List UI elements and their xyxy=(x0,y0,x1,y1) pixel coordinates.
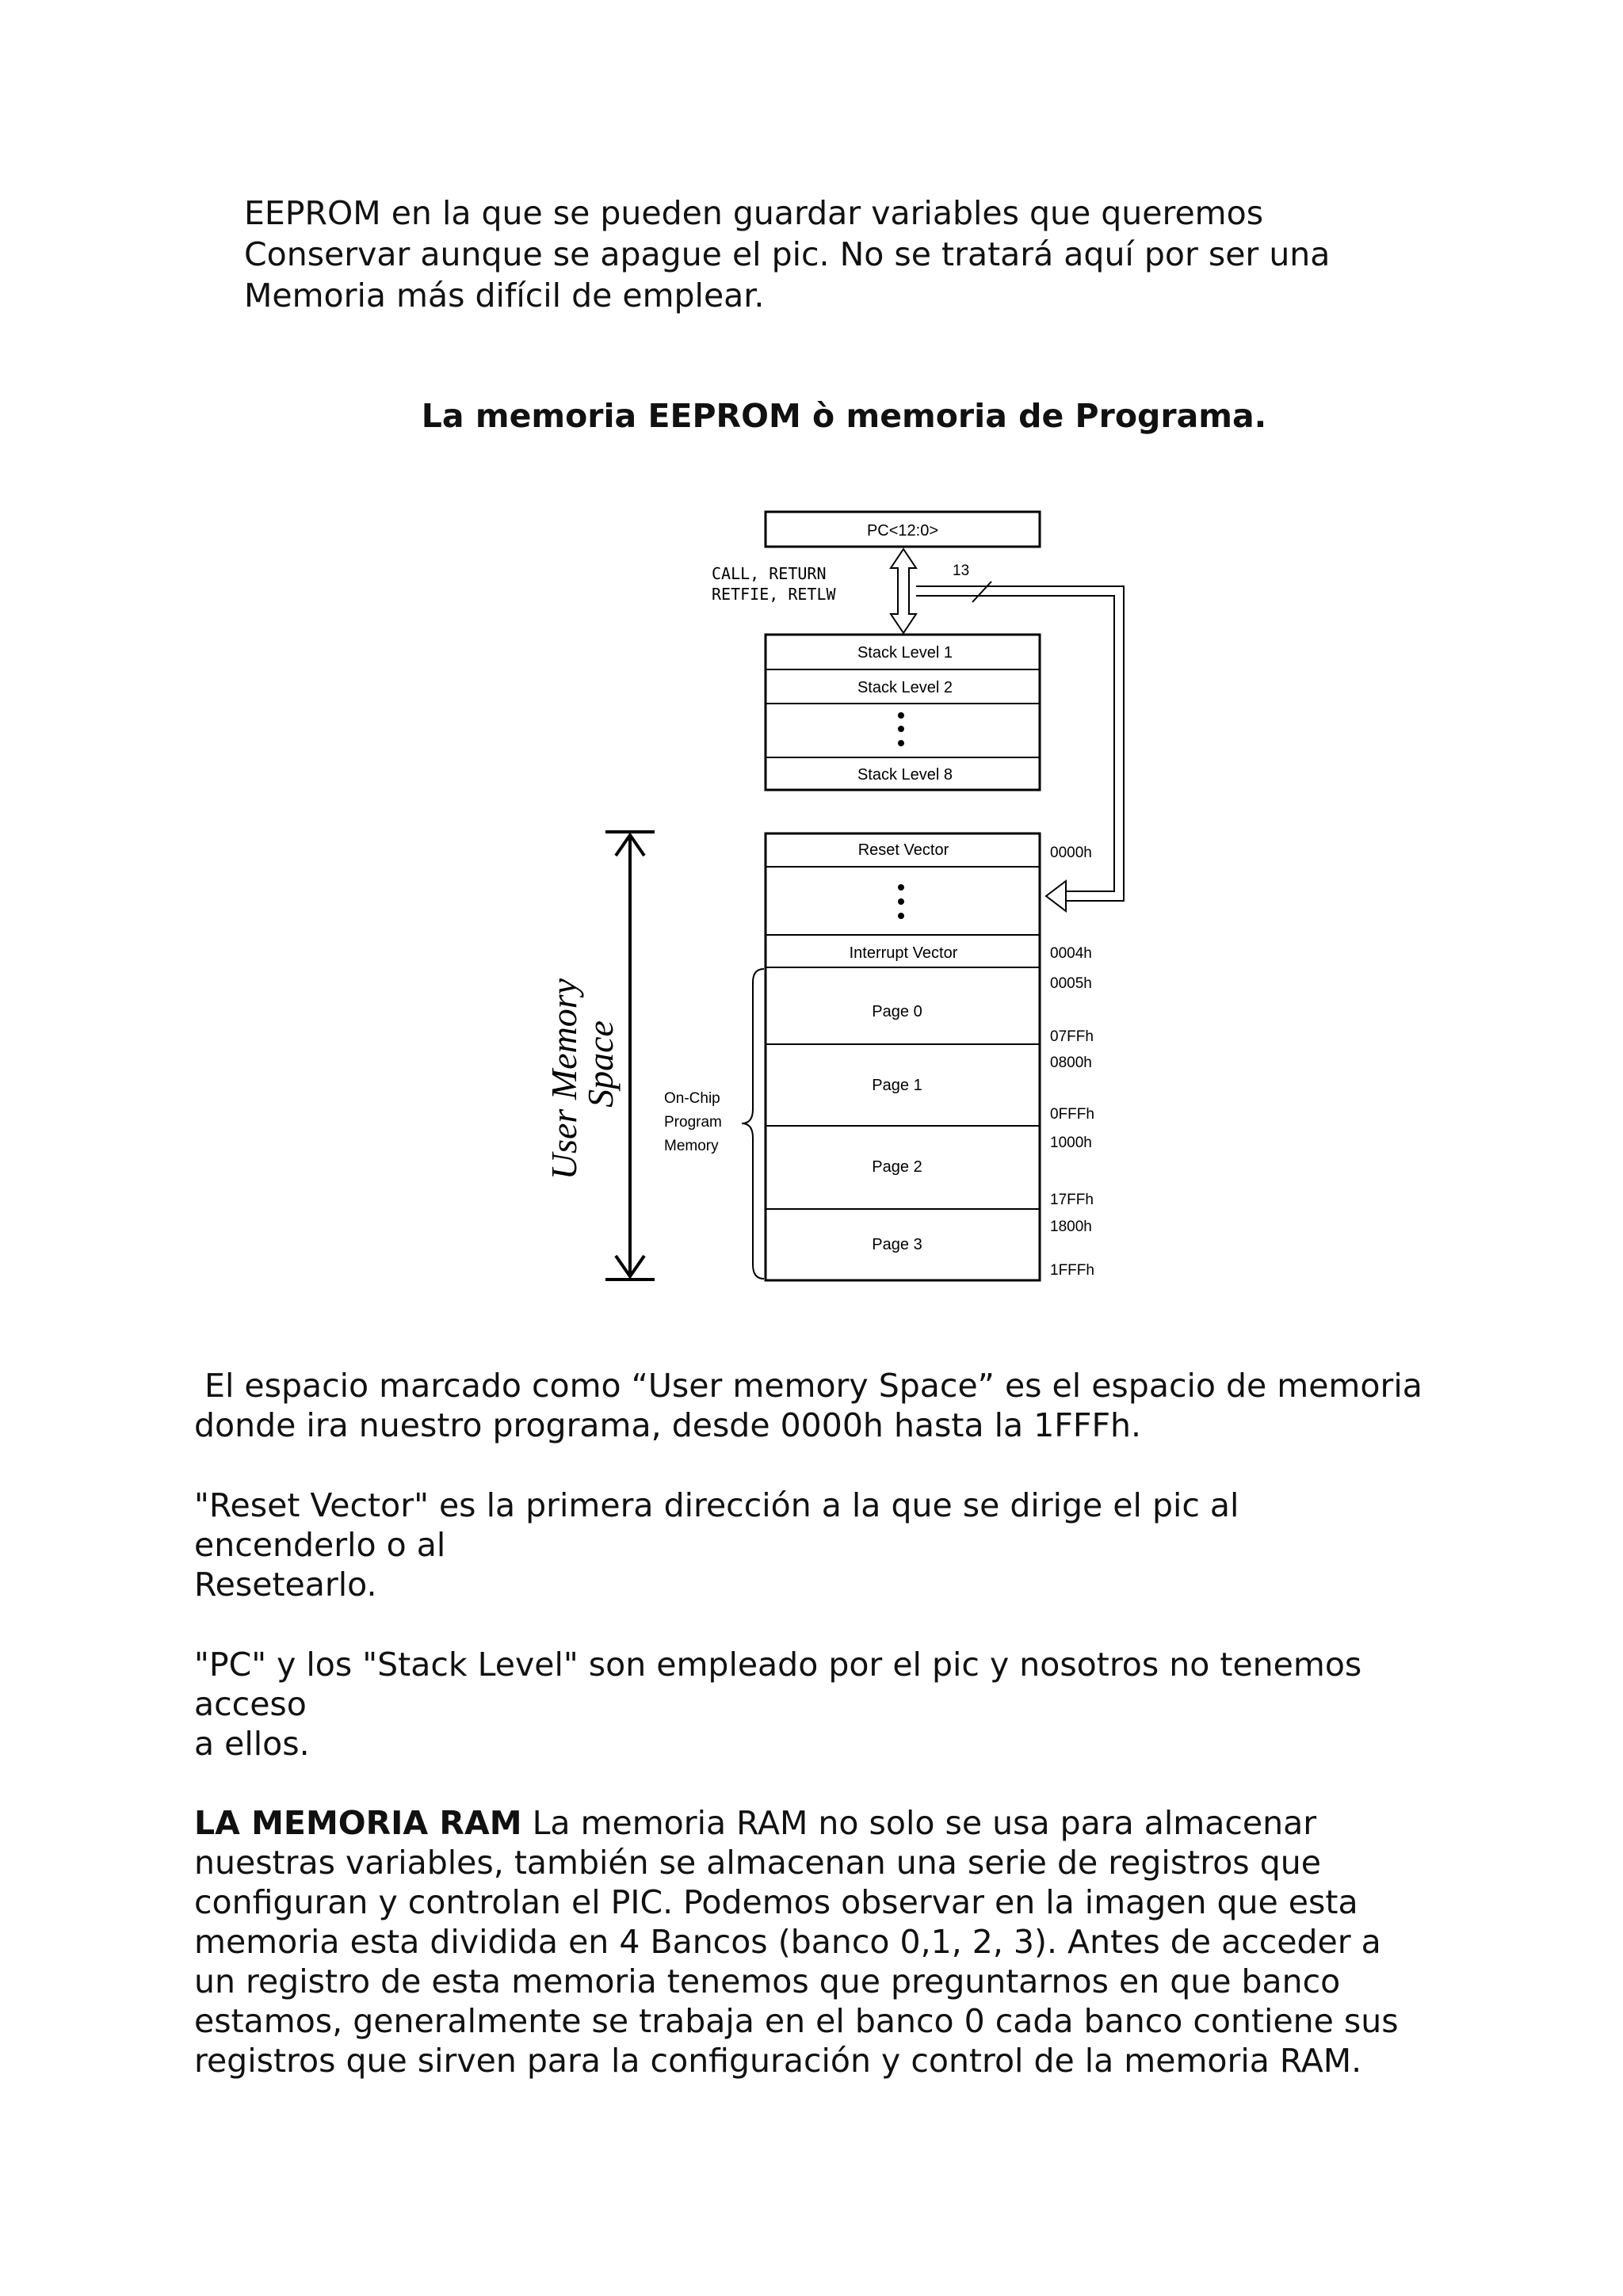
bus-slash xyxy=(972,582,991,602)
address-label: 1000h xyxy=(1050,1135,1092,1151)
call-return-label: CALL, RETURN xyxy=(712,564,827,583)
intro-line: Conservar aunque se apague el pic. No se tratará aquí por ser una xyxy=(244,235,1331,273)
onchip-brace xyxy=(742,969,764,1279)
memory-ellipsis-dot xyxy=(898,884,904,891)
paragraph-line: memoria esta dividida en 4 Bancos (banco 0,1, 2, 3). Antes de acceder a xyxy=(194,1923,1381,1961)
address-label: 1800h xyxy=(1050,1219,1092,1235)
address-label: 0000h xyxy=(1050,845,1092,861)
retfie-retlw-label: RETFIE, RETLW xyxy=(712,585,836,604)
memory-ellipsis-dot xyxy=(898,898,904,905)
ram-first-line-text: La memoria RAM no solo se usa para almacenar xyxy=(521,1804,1317,1842)
onchip-label-line: Memory xyxy=(664,1138,719,1154)
reset-vector-label: Reset Vector xyxy=(857,841,949,859)
address-label: 0FFFh xyxy=(1050,1106,1094,1123)
paragraph-ram-memory xyxy=(194,1803,1494,2081)
paragraph-line: nuestras variables, también se almacenan una serie de registros que xyxy=(194,1844,1321,1882)
address-label: 07FFh xyxy=(1050,1028,1094,1045)
paragraph-line: "Reset Vector" es la primera dirección a la que se dirige el pic al xyxy=(194,1486,1239,1524)
paragraph-line: encenderlo o al xyxy=(194,1526,446,1564)
onchip-label-line: On-Chip xyxy=(664,1090,720,1107)
paragraph-line: El espacio marcado como “User memory Space” es el espacio de memoria xyxy=(194,1367,1423,1405)
bus-width-label: 13 xyxy=(953,563,970,579)
space-label: Space xyxy=(580,1020,621,1108)
address-label: 17FFh xyxy=(1050,1192,1094,1208)
address-label: 0005h xyxy=(1050,975,1092,992)
ram-heading: LA MEMORIA RAM xyxy=(194,1804,522,1842)
address-label: 0004h xyxy=(1050,945,1092,962)
paragraph-line: acceso xyxy=(194,1685,307,1723)
address-label: 0800h xyxy=(1050,1055,1092,1071)
feedback-arrowhead xyxy=(1046,881,1066,911)
paragraph-line: a ellos. xyxy=(194,1725,310,1763)
page-2-label: Page 2 xyxy=(872,1158,922,1176)
page-0-label: Page 0 xyxy=(872,1003,922,1020)
user-memory-label: User Memory xyxy=(544,978,584,1180)
stack-level-1: Stack Level 1 xyxy=(857,644,953,662)
stack-level-2: Stack Level 2 xyxy=(857,679,953,696)
onchip-label-line: Program xyxy=(664,1114,722,1131)
paragraph-user-memory-space xyxy=(194,1366,1494,1445)
page-3-label: Page 3 xyxy=(872,1236,922,1253)
paragraph-line: estamos, generalmente se trabaja en el banco 0 cada banco contiene sus xyxy=(194,2002,1399,2040)
pc-label: PC<12:0> xyxy=(866,522,939,540)
stack-ellipsis-dot xyxy=(898,740,904,746)
paragraph-line: donde ira nuestro programa, desde 0000h hasta la 1FFFh. xyxy=(194,1406,1142,1444)
paragraph-line: "PC" y los "Stack Level" son empleado por el pic y nosotros no tenemos xyxy=(194,1646,1362,1684)
address-label: 1FFFh xyxy=(1050,1262,1094,1279)
memory-ellipsis-dot xyxy=(898,913,904,919)
stack-level-8: Stack Level 8 xyxy=(857,766,953,784)
paragraph-line xyxy=(194,1803,1494,1843)
paragraph-line: Resetearlo. xyxy=(194,1566,377,1604)
paragraph-line: configuran y controlan el PIC. Podemos observar en la imagen que esta xyxy=(194,1883,1358,1921)
stack-ellipsis-dot xyxy=(898,726,904,732)
paragraph-line: un registro de esta memoria tenemos que preguntarnos en que banco xyxy=(194,1962,1341,2000)
page-1-label: Page 1 xyxy=(872,1077,922,1094)
intro-line: EEPROM en la que se pueden guardar variables que queremos xyxy=(244,194,1264,232)
paragraph-pc-stack xyxy=(194,1645,1494,1764)
intro-line: Memoria más difícil de emplear. xyxy=(244,277,765,315)
interrupt-vector-label: Interrupt Vector xyxy=(849,944,958,962)
paragraph-reset-vector xyxy=(194,1486,1494,1604)
paragraph-line: registros que sirven para la configuración y control de la memoria RAM. xyxy=(194,2042,1362,2080)
stack-ellipsis-dot xyxy=(898,712,904,719)
section-heading: La memoria EEPROM ò memoria de Programa. xyxy=(421,397,1267,435)
pc-stack-arrow xyxy=(891,549,916,633)
